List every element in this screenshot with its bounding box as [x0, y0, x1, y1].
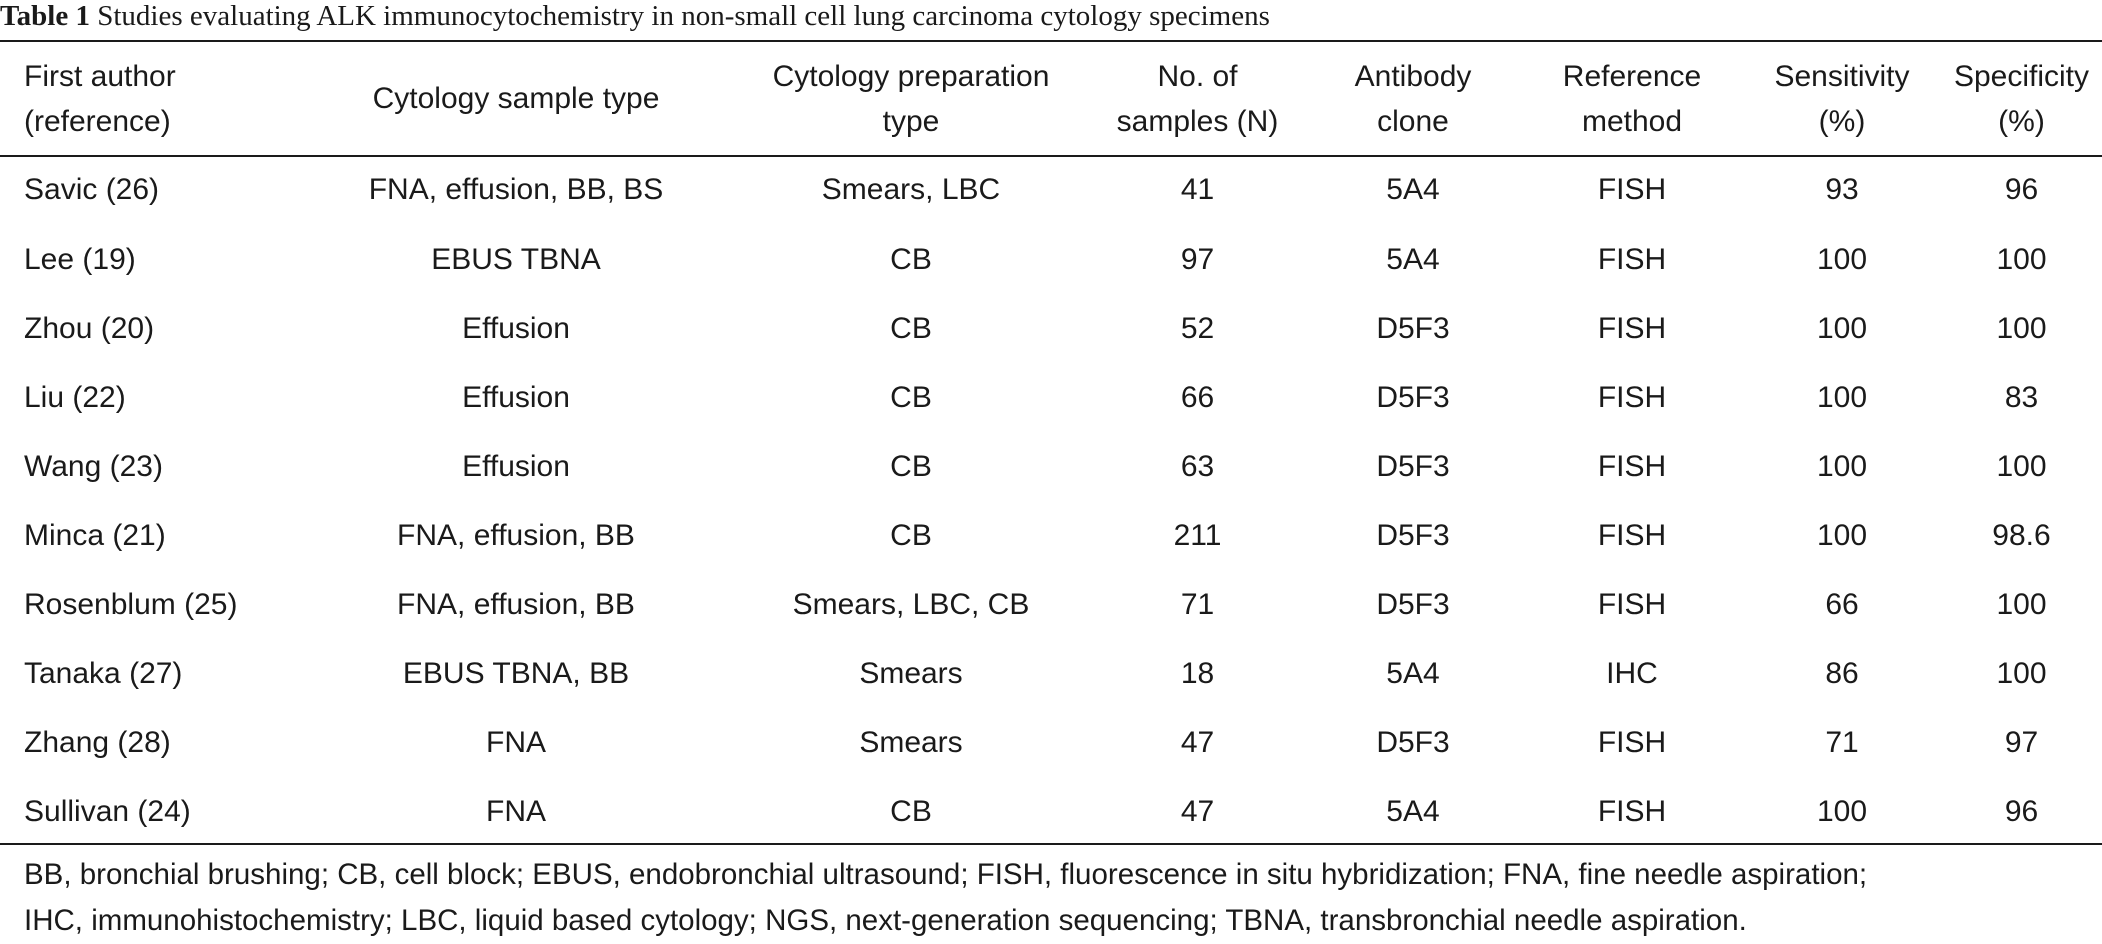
- header-sample-type: [300, 42, 732, 155]
- cell-sample-count: 18: [1180, 656, 1215, 690]
- header-line: Reference: [1562, 59, 1702, 93]
- cell-specificity: 96: [2004, 173, 2039, 206]
- cell-first-author: Tanaka (27): [24, 656, 183, 690]
- cell-reference-method: FISH: [1597, 794, 1667, 828]
- cell-reference-method: FISH: [1597, 587, 1667, 621]
- cell-preparation-type: CB: [890, 242, 932, 276]
- cell-reference-method: IHC: [1606, 656, 1658, 690]
- header-row: [0, 42, 2102, 155]
- cell-specificity: 83: [2004, 380, 2039, 414]
- table-body: [0, 155, 2102, 846]
- cell-first-author: Zhang (28): [24, 725, 171, 759]
- cell-sensitivity: 93: [1825, 173, 1859, 206]
- table-row: [0, 155, 2102, 225]
- studies-table: [0, 42, 2102, 846]
- table-row: [0, 363, 2102, 432]
- cell-sample-type: FNA, effusion, BB: [397, 518, 635, 552]
- header-line: Cytology preparation: [772, 59, 1050, 93]
- cell-sample-count: 63: [1180, 449, 1215, 483]
- cell-first-author: Savic (26): [24, 173, 160, 206]
- header-reference-method: [1521, 42, 1743, 155]
- cell-sample-count: 47: [1180, 794, 1215, 828]
- cell-preparation-type: Smears, LBC, CB: [792, 587, 1030, 621]
- footnote-line: BB, bronchial brushing; CB, cell block; EBUS, endobronchial ultrasound; FISH, fluorescence in situ hybridization; FNA, fine needle aspiration;: [24, 858, 1868, 891]
- cell-first-author: Zhou (20): [24, 311, 155, 345]
- cell-sample-type: FNA: [486, 725, 546, 759]
- cell-sample-type: EBUS TBNA: [431, 242, 601, 276]
- cell-specificity: 96: [2004, 794, 2039, 828]
- cell-antibody-clone: 5A4: [1386, 242, 1440, 276]
- cell-antibody-clone: 5A4: [1386, 794, 1440, 828]
- cell-sample-type: FNA, effusion, BB: [397, 587, 635, 621]
- header-line: samples (N): [1116, 104, 1279, 138]
- cell-antibody-clone: D5F3: [1376, 518, 1450, 552]
- table-row: [0, 639, 2102, 708]
- cell-first-author: Rosenblum (25): [24, 587, 238, 621]
- header-line: method: [1581, 104, 1683, 138]
- cell-sample-count: 41: [1180, 173, 1215, 206]
- cell-sample-count: 97: [1180, 242, 1215, 276]
- table-row: [0, 501, 2102, 570]
- header-specificity: [1941, 42, 2102, 155]
- table-row: [0, 708, 2102, 777]
- header-sensitivity: [1743, 42, 1941, 155]
- cell-antibody-clone: D5F3: [1376, 587, 1450, 621]
- header-line: Specificity: [1953, 59, 2090, 93]
- cell-sample-count: 211: [1173, 518, 1222, 552]
- cell-preparation-type: CB: [890, 449, 932, 483]
- table-row: [0, 225, 2102, 294]
- cell-first-author: Minca (21): [24, 518, 166, 552]
- cell-sensitivity: 86: [1825, 656, 1859, 690]
- cell-reference-method: FISH: [1597, 449, 1667, 483]
- cell-preparation-type: CB: [890, 380, 932, 414]
- cell-first-author: Wang (23): [24, 449, 163, 483]
- header-antibody-clone: [1305, 42, 1521, 155]
- cell-sensitivity: 100: [1816, 311, 1868, 345]
- cell-specificity: 100: [1996, 449, 2047, 483]
- cell-preparation-type: Smears: [859, 725, 963, 759]
- cell-sample-type: FNA: [486, 794, 546, 828]
- header-sample-count: [1090, 42, 1305, 155]
- header-line: type: [882, 104, 940, 138]
- header-line: Sensitivity: [1774, 59, 1910, 93]
- cell-antibody-clone: 5A4: [1386, 656, 1440, 690]
- cell-reference-method: FISH: [1597, 242, 1667, 276]
- table-label: Table 1: [0, 0, 90, 32]
- footnote-line: IHC, immunohistochemistry; LBC, liquid based cytology; NGS, next-generation sequencing; TBNA, transbronchial needle aspiration.: [24, 904, 1747, 937]
- cell-sample-count: 52: [1180, 311, 1215, 345]
- cell-reference-method: FISH: [1597, 518, 1667, 552]
- cell-sensitivity: 66: [1825, 587, 1859, 621]
- table-row: [0, 432, 2102, 501]
- cell-sample-type: Effusion: [462, 380, 570, 414]
- table-title: Studies evaluating ALK immunocytochemistry in non-small cell lung carcinoma cytology specimens: [97, 0, 1270, 32]
- cell-sample-count: 71: [1180, 587, 1215, 621]
- cell-sensitivity: 100: [1816, 380, 1868, 414]
- cell-first-author: Liu (22): [24, 380, 126, 414]
- cell-antibody-clone: D5F3: [1376, 311, 1450, 345]
- cell-sensitivity: 100: [1816, 794, 1868, 828]
- cell-reference-method: FISH: [1597, 311, 1667, 345]
- header-line: No. of: [1157, 59, 1238, 93]
- table-row: [0, 294, 2102, 363]
- cell-sample-type: Effusion: [462, 449, 570, 483]
- table-footnote: [24, 852, 2094, 944]
- cell-preparation-type: Smears: [859, 656, 963, 690]
- header-line: (%): [1998, 104, 2045, 138]
- cell-preparation-type: Smears, LBC: [821, 173, 1001, 206]
- cell-specificity: 97: [2004, 725, 2039, 759]
- cell-first-author: Lee (19): [24, 242, 136, 276]
- header-first-author: [0, 42, 300, 155]
- header-line: First author: [24, 59, 176, 93]
- cell-sample-count: 47: [1180, 725, 1215, 759]
- cell-sample-type: Effusion: [462, 311, 570, 345]
- cell-reference-method: FISH: [1597, 173, 1667, 206]
- cell-specificity: 100: [1996, 656, 2047, 690]
- cell-sensitivity: 100: [1816, 242, 1868, 276]
- cell-sample-type: EBUS TBNA, BB: [402, 656, 630, 690]
- cell-preparation-type: CB: [890, 311, 932, 345]
- cell-reference-method: FISH: [1597, 380, 1667, 414]
- header-line: Antibody: [1354, 59, 1472, 93]
- table-row: [0, 777, 2102, 846]
- header-line: (%): [1818, 104, 1866, 138]
- cell-antibody-clone: D5F3: [1376, 380, 1450, 414]
- cell-antibody-clone: D5F3: [1376, 725, 1450, 759]
- cell-sample-type: FNA, effusion, BB, BS: [368, 173, 664, 206]
- cell-sensitivity: 100: [1816, 518, 1868, 552]
- cell-sensitivity: 71: [1825, 725, 1859, 759]
- table-caption: [0, 0, 1270, 36]
- cell-antibody-clone: 5A4: [1386, 173, 1440, 206]
- cell-specificity: 100: [1996, 587, 2047, 621]
- cell-specificity: 98.6: [1992, 518, 2051, 552]
- cell-specificity: 100: [1996, 311, 2047, 345]
- header-preparation-type: [732, 42, 1090, 155]
- cell-specificity: 100: [1996, 242, 2047, 276]
- cell-antibody-clone: D5F3: [1376, 449, 1450, 483]
- cell-first-author: Sullivan (24): [24, 794, 191, 828]
- header-line: (reference): [24, 104, 171, 138]
- cell-preparation-type: CB: [890, 794, 932, 828]
- cell-reference-method: FISH: [1597, 725, 1667, 759]
- cell-sample-count: 66: [1180, 380, 1215, 414]
- header-line: Cytology sample type: [372, 82, 660, 115]
- cell-sensitivity: 100: [1816, 449, 1868, 483]
- header-line: clone: [1377, 104, 1449, 138]
- cell-preparation-type: CB: [890, 518, 932, 552]
- table-row: [0, 570, 2102, 639]
